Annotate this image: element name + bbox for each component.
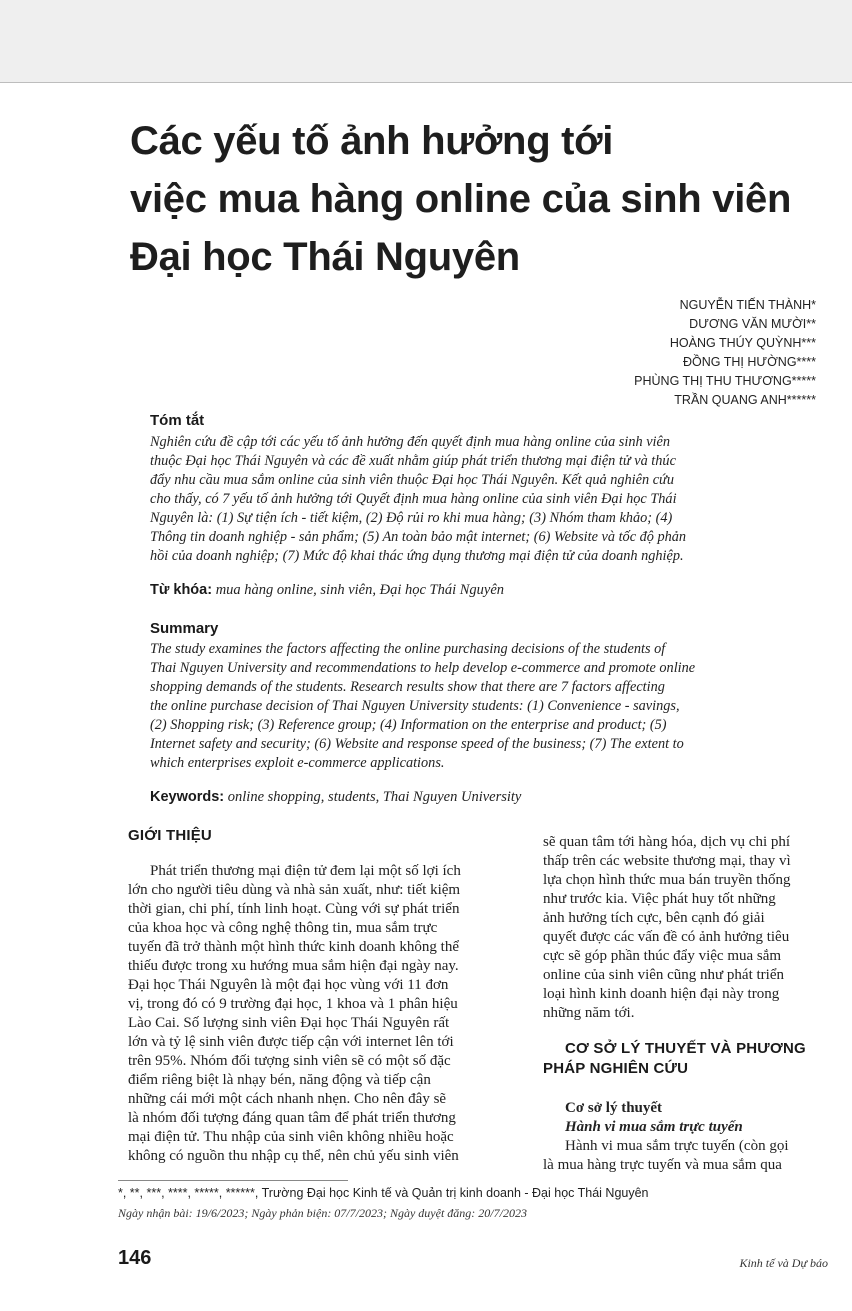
abstract-line: Nguyên là: (1) Sự tiện ích - tiết kiệm, (2) Độ rủi ro khi mua hàng; (3) Nhóm tham khảo; (4): [150, 510, 673, 526]
subsection-heading: Cơ sở lý thuyết: [565, 1100, 663, 1116]
keywords-en-label: Keywords:: [150, 789, 225, 805]
body-line: như trước kia. Việc phát huy tốt những: [543, 891, 776, 907]
page-number: 146: [118, 1247, 152, 1269]
body-line: vị, trong đó có 9 trường đại học, 1 khoa và 1 phân hiệu: [128, 996, 458, 1012]
abstract-line: thuộc Đại học Thái Nguyên và các đề xuất nhằm giúp phát triển thương mại điện tử và thúc: [150, 453, 676, 469]
body-line: của khoa học và công nghệ thông tin, mua sắm trực: [128, 920, 438, 936]
abstract-line: The study examines the factors affecting the online purchasing decisions of the students of: [150, 641, 666, 657]
body-line: Hành vi mua sắm trực tuyến (còn gọi: [565, 1138, 789, 1154]
section-heading: PHÁP NGHIÊN CỨU: [543, 1060, 689, 1077]
body-line: không có nguồn thu nhập cụ thể, nên chủ yếu sinh viên: [128, 1148, 459, 1164]
body-line: sẽ quan tâm tới hàng hóa, dịch vụ chi phí: [543, 834, 791, 850]
abstract-line: Thai Nguyen University and recommendations to help develop e-commerce and promote online: [150, 660, 696, 676]
body-line: cực sẽ góp phần thúc đẩy việc mua sắm: [543, 948, 782, 964]
right-column: [543, 833, 843, 1175]
author-list: [634, 296, 816, 410]
body-line: thiếu được trong xu hướng mua sắm hiện đại ngày nay.: [128, 958, 459, 974]
body-line: những cái mới một cách nhanh nhẹn. Cho nên đây sẽ: [128, 1091, 447, 1107]
body-line: lớn và tỷ lệ sinh viên được tiếp cận với internet lên tới: [128, 1034, 454, 1050]
subsubsection-heading: Hành vi mua sắm trực tuyến: [565, 1119, 743, 1135]
abstract-line: Thông tin doanh nghiệp - sản phẩm; (5) An toàn bảo mật internet; (6) Website và tốc độ phản: [150, 529, 687, 545]
footnote-divider: [118, 1180, 348, 1181]
body-line: những năm tới.: [543, 1005, 635, 1021]
body-line: thấp trên các website thương mại, thay vì: [543, 853, 791, 869]
footnote-affiliation: *, **, ***, ****, *****, ******, Trường Đại học Kinh tế và Quản trị kinh doanh - Đại học Thái Nguyên: [118, 1186, 649, 1200]
abstract-line: (2) Shopping risk; (3) Reference group; (4) Information on the enterprise and product; (5): [150, 717, 667, 733]
abstract-en-heading: Summary: [150, 620, 219, 637]
author: DƯƠNG VĂN MƯỜI**: [689, 317, 816, 331]
title-line: Các yếu tố ảnh hưởng tới: [130, 119, 614, 163]
author: NGUYỄN TIẾN THÀNH*: [679, 298, 816, 312]
body-line: Lào Cai. Số lượng sinh viên Đại học Thái Nguyên rất: [128, 1015, 450, 1031]
abstract-line: which enterprises exploit e-commerce applications.: [150, 755, 445, 771]
abstract-en-body: [150, 640, 810, 773]
abstract-line: the online purchase decision of Thai Nguyen University students: (1) Convenience - savings,: [150, 698, 680, 714]
abstract-line: shopping demands of the students. Research results show that there are 7 factors affecting: [150, 679, 665, 695]
body-line: là mua hàng trực tuyến và mua sắm qua: [543, 1157, 782, 1173]
keywords-vi-value: mua hàng online, sinh viên, Đại học Thái Nguyên: [215, 582, 505, 598]
body-line: thời gian, chi phí, tính linh hoạt. Cùng với sự phát triển: [128, 901, 460, 917]
abstract-line: Nghiên cứu đề cập tới các yếu tố ảnh hưởng đến quyết định mua hàng online của sinh viên: [150, 434, 671, 450]
body-line: quyết được các vấn đề có ảnh hưởng tiêu: [543, 929, 790, 945]
body-line: lựa chọn hình thức mua bán truyền thống: [543, 872, 791, 888]
article-title: [130, 112, 840, 286]
author: PHÙNG THỊ THU THƯƠNG*****: [634, 374, 816, 388]
title-line: việc mua hàng online của sinh viên: [130, 177, 792, 221]
body-line: mại điện tử. Thu nhập của sinh viên không nhiều hoặc: [128, 1129, 454, 1145]
header-band: [0, 0, 852, 82]
body-line: ảnh hưởng tích cực, bên cạnh đó giải: [543, 910, 765, 926]
footnote-dates: Ngày nhận bài: 19/6/2023; Ngày phản biện: 07/7/2023; Ngày duyệt đăng: 20/7/2023: [118, 1206, 527, 1220]
body-line: trên 95%. Nhóm đối tượng sinh viên sẽ có một số đặc: [128, 1053, 451, 1069]
abstract-vi-heading: Tóm tắt: [150, 412, 205, 429]
author: HOÀNG THÚY QUỲNH***: [669, 336, 816, 350]
header-divider: [0, 82, 852, 83]
body-line: Đại học Thái Nguyên là một đại học vùng với 11 đơn: [128, 977, 449, 993]
title-line: Đại học Thái Nguyên: [130, 235, 520, 279]
body-line: Phát triển thương mại điện tử đem lại một số lợi ích: [150, 863, 461, 879]
keywords-en-value: online shopping, students, Thai Nguyen University: [227, 789, 522, 805]
section-heading: CƠ SỞ LÝ THUYẾT VÀ PHƯƠNG: [565, 1040, 806, 1057]
body-line: lớn cho người tiêu dùng và nhà sản xuất, như: tiết kiệm: [128, 882, 461, 898]
keywords-vi-label: Từ khóa:: [150, 582, 213, 598]
abstract-line: Internet safety and security; (6) Website and response speed of the business; (7) The extent to: [150, 736, 684, 752]
keywords-vi: [150, 582, 504, 599]
intro-heading: GIỚI THIỆU: [128, 827, 212, 844]
abstract-vi-body: [150, 433, 810, 566]
left-column: [128, 826, 498, 1166]
author: TRẦN QUANG ANH******: [674, 393, 816, 407]
body-line: loại hình kinh doanh hiện đại này trong: [543, 986, 780, 1002]
body-line: điểm riêng biệt là nhạy bén, năng động và tiếp cận: [128, 1072, 431, 1088]
abstract-line: hồi của doanh nghiệp; (7) Mức độ khai thác ứng dụng thương mại điện tử của doanh nghiệp.: [150, 548, 684, 564]
abstract-line: đẩy nhu cầu mua sắm online của sinh viên thuộc Đại học Thái Nguyên. Kết quả nghiên cứu: [150, 472, 674, 488]
author: ĐỒNG THỊ HƯỜNG****: [683, 355, 816, 369]
keywords-en: [150, 789, 521, 806]
body-line: là nhóm đối tượng đáng quan tâm để phát triển thương: [128, 1110, 456, 1126]
body-line: tuyến đã trở thành một hình thức kinh doanh không thể: [128, 939, 460, 955]
journal-name: Kinh tế và Dự báo: [739, 1256, 828, 1270]
body-line: online của sinh viên cũng như phát triển: [543, 967, 784, 983]
abstract-line: cho thấy, có 7 yếu tố ảnh hưởng tới Quyết định mua hàng online của sinh viên Đại học Thái: [150, 491, 677, 507]
